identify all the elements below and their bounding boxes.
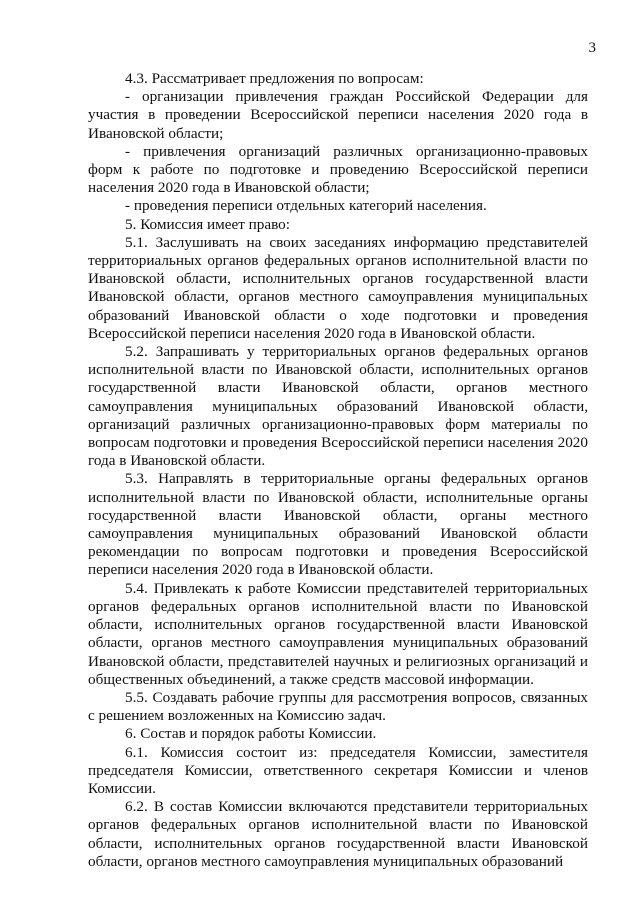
paragraph-6-1: 6.1. Комиссия состоит из: председателя Комиссии, заместителя председателя Комиссии, ответственного секретаря Комиссии и членов Комиссии. [88, 743, 588, 797]
paragraph-5-1: 5.1. Заслушивать на своих заседаниях информацию представителей территориальных органов федеральных органов исполнительной власти по Ивановской области, исполнительных органов государственной власти Ивановской области, органов местного самоуправления муниципальных образований Ивановской области о ходе подготовки и проведения Всероссийской переписи населения 2020 года в Ивановской области. [88, 233, 588, 342]
paragraph-5-3: 5.3. Направлять в территориальные органы федеральных органов исполнительной власти по Ивановской области, исполнительные органы государственной власти Ивановской области, органы местного самоуправления муниципальных образований Ивановской области рекомендации по вопросам подготовки и проведения Всероссийской переписи населения 2020 года в Ивановской области. [88, 470, 588, 579]
paragraph-6-2: 6.2. В состав Комиссии включаются представители территориальных органов федеральных органов исполнительной власти по Ивановской области, исполнительных органов государственной власти Ивановской области, органов местного самоуправления муниципальных образований [88, 798, 588, 870]
paragraph-4-3: 4.3. Рассматривает предложения по вопросам: [125, 70, 424, 87]
paragraph-5: 5. Комиссия имеет право: [125, 215, 290, 233]
paragraph-4-3-item-2: - привлечения организаций различных организационно-правовых форм к работе по подготовке и проведению Всероссийской переписи населения 2020 года в Ивановской области; [88, 142, 588, 197]
paragraph-6: 6. Состав и порядок работы Комиссии. [125, 725, 377, 743]
paragraph-4-3-item-1: - организации привлечения граждан Российской Федерации для участия в проведении Всероссийской переписи населения 2020 года в Ивановской области; [88, 88, 588, 142]
paragraph-4-3-item-3: - проведения переписи отдельных категорий населения. [125, 197, 487, 215]
paragraph-5-5: 5.5. Создавать рабочие группы для рассмотрения вопросов, связанных с решением возложенных на Комиссию задач. [88, 688, 588, 725]
document-body [88, 70, 588, 871]
page-number: 3 [588, 40, 596, 56]
paragraph-5-2: 5.2. Запрашивать у территориальных органов федеральных органов исполнительной власти по Ивановской области, исполнительных органов государственной власти Ивановской области, органов местного самоуправления муниципальных образований Ивановской области, организаций различных организационно-правовых форм материалы по вопросам подготовки и проведения Всероссийской переписи населения 2020 года в Ивановской области. [88, 343, 588, 470]
paragraph-5-4: 5.4. Привлекать к работе Комиссии представителей территориальных органов федеральных органов исполнительной власти по Ивановской области, исполнительных органов государственной власти Ивановской области, органов местного самоуправления муниципальных образований Ивановской области, представителей научных и религиозных организаций и общественных объединений, а также средств массовой информации. [88, 579, 588, 688]
